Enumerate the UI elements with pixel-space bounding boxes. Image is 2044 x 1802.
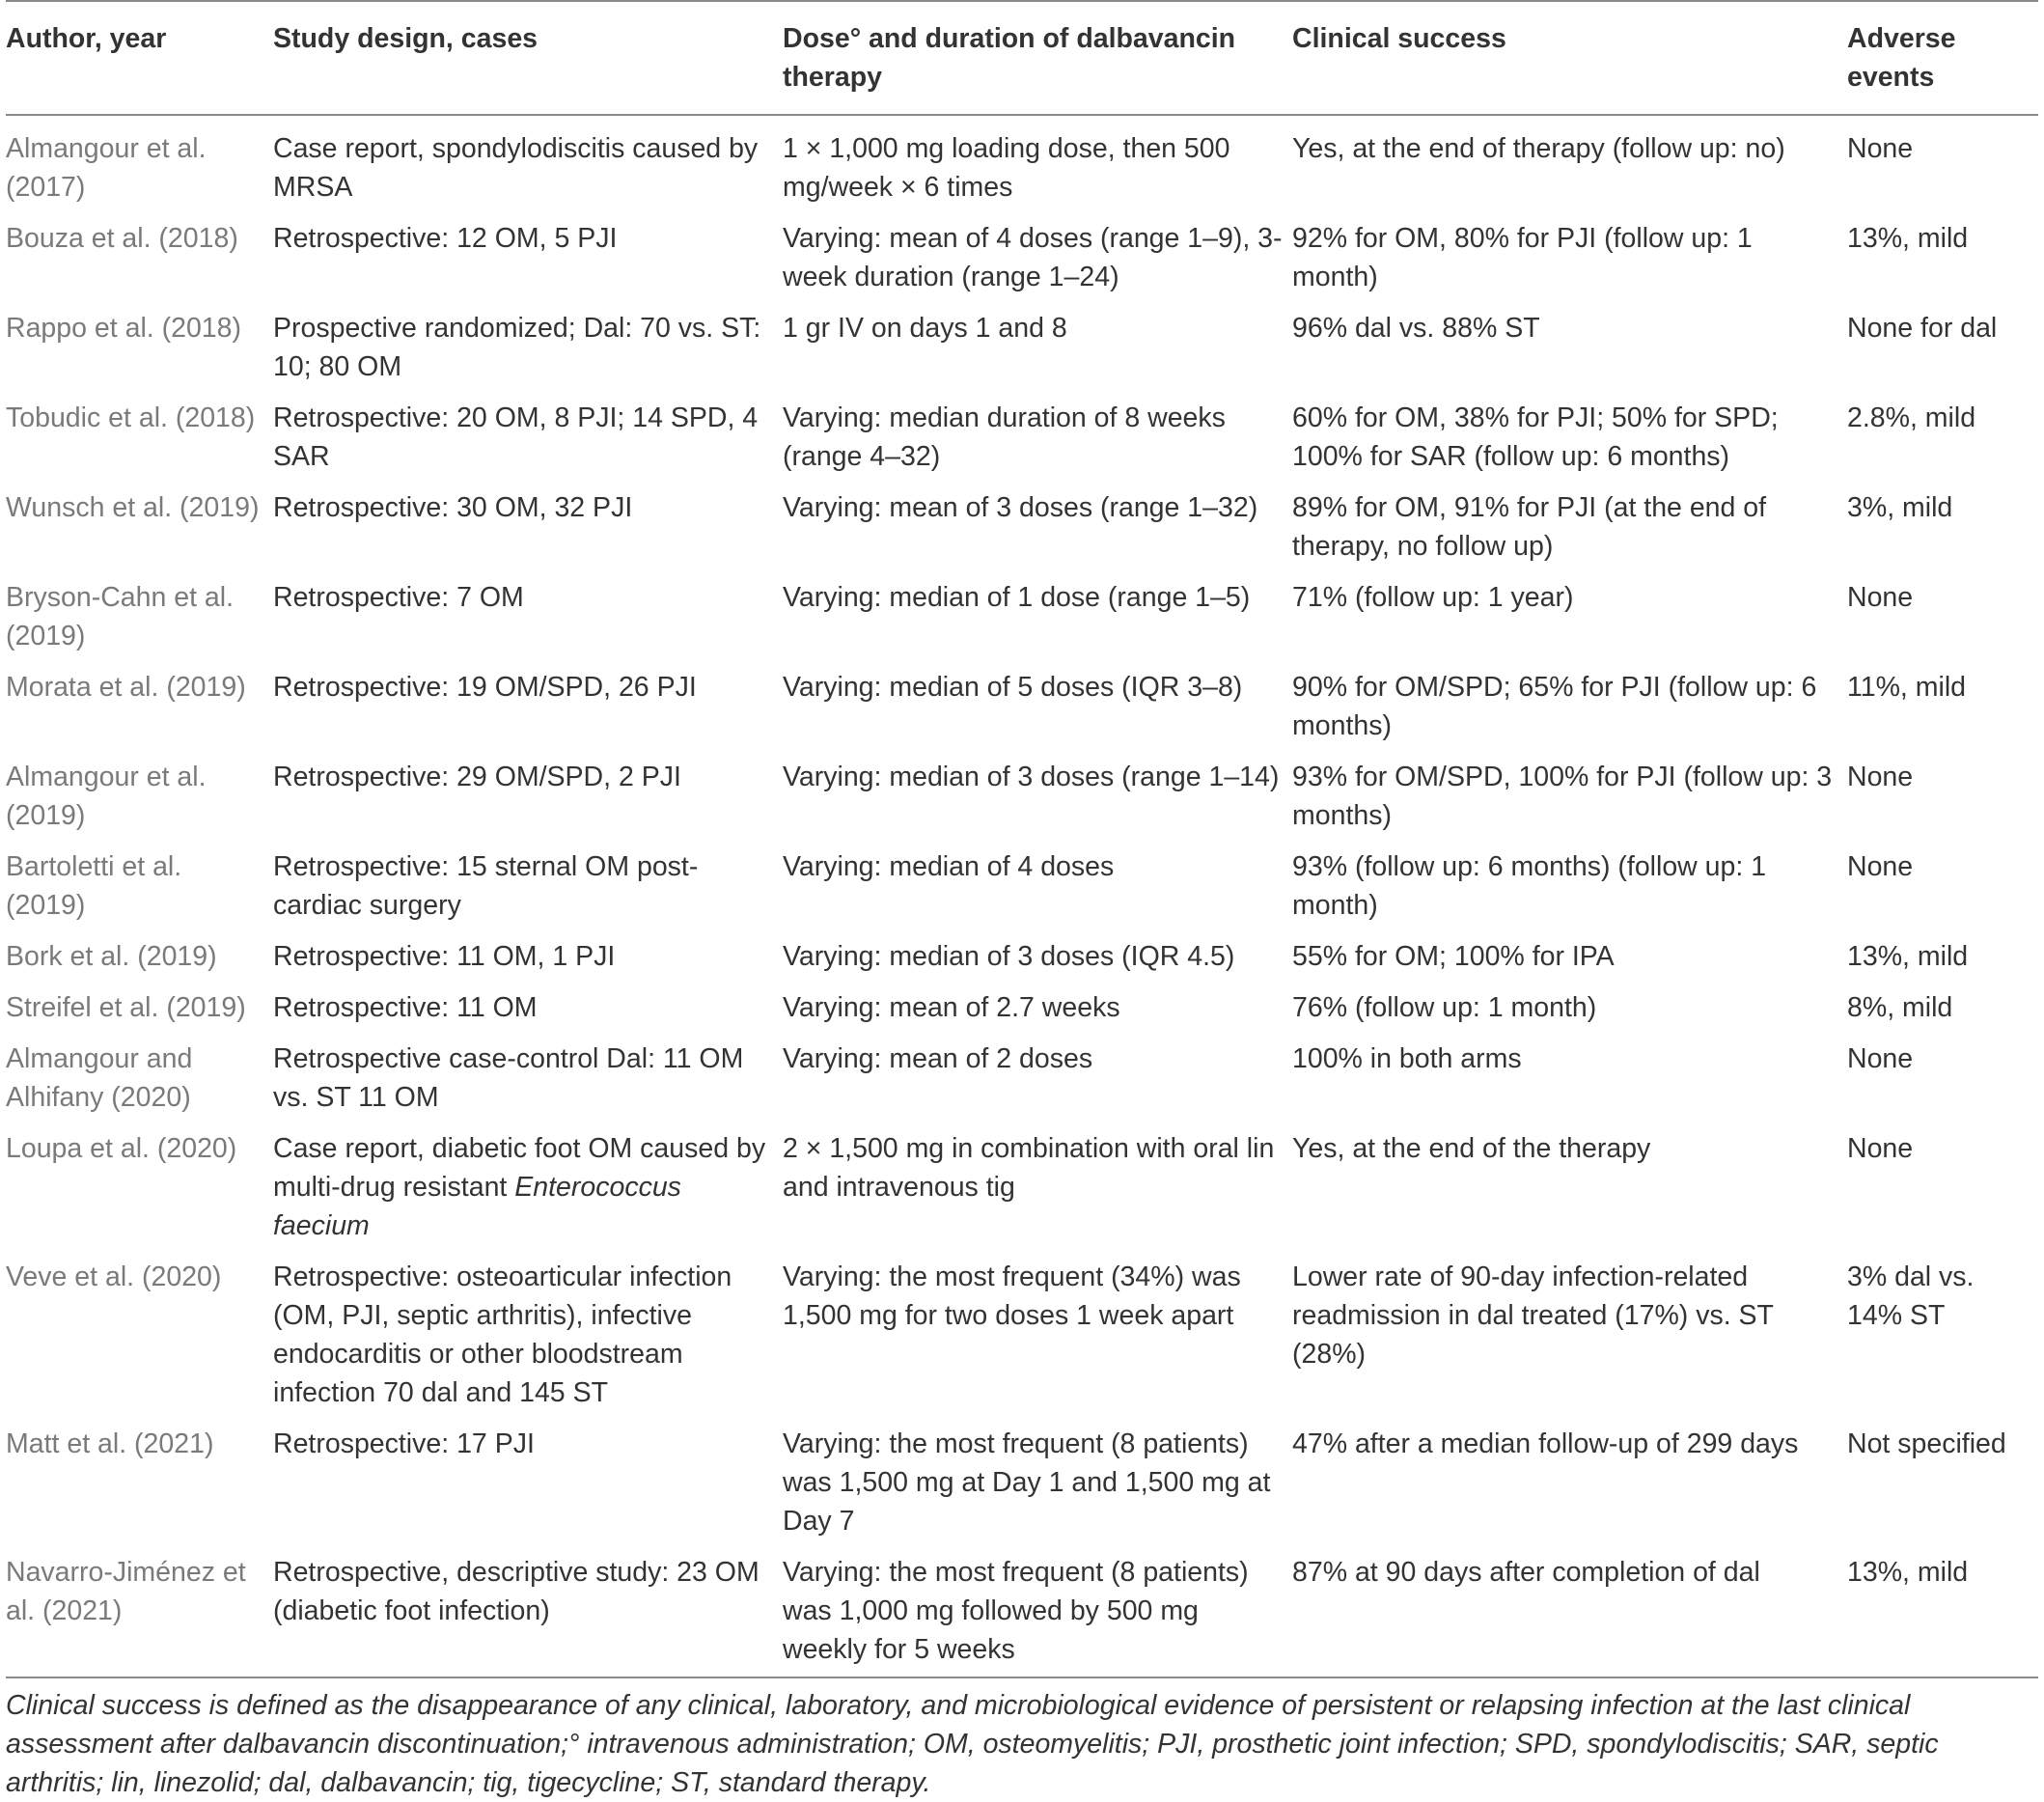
cell-clinical-success: 93% (follow up: 6 months) (follow up: 1 month) (1292, 851, 1767, 921)
cell-author: Bork et al. (2019) (6, 941, 217, 972)
cell-dose: Varying: mean of 4 doses (range 1–9), 3-week duration (range 1–24) (783, 223, 1283, 292)
cell-dose: Varying: median of 3 doses (range 1–14) (783, 762, 1280, 792)
cell-study-design: Retrospective: 11 OM, 1 PJI (273, 941, 616, 972)
cell-adverse-events: 13%, mild (1847, 223, 1969, 254)
header-clinical-success: Clinical success (1292, 23, 1506, 54)
table-row (6, 1419, 2038, 1547)
table-row (6, 1252, 2038, 1419)
cell-clinical-success: 93% for OM/SPD, 100% for PJI (follow up: 3 months) (1292, 762, 1833, 831)
table-row (6, 931, 2038, 983)
table-row (6, 752, 2038, 842)
cell-study-design: Retrospective: 30 OM, 32 PJI (273, 492, 633, 523)
cell-author: Bartoletti et al. (2019) (6, 851, 182, 921)
cell-study-design: Retrospective: 19 OM/SPD, 26 PJI (273, 672, 697, 703)
cell-clinical-success: 71% (follow up: 1 year) (1292, 582, 1574, 613)
cell-clinical-success: 96% dal vs. 88% ST (1292, 313, 1540, 344)
cell-study-design-text: Case report, diabetic foot OM caused by multi-drug resistant (273, 1133, 766, 1203)
cell-study-design: Retrospective case-control Dal: 11 OM vs. ST 11 OM (273, 1043, 744, 1113)
cell-clinical-success: 60% for OM, 38% for PJI; 50% for SPD; 100% for SAR (follow up: 6 months) (1292, 402, 1779, 472)
cell-clinical-success: 55% for OM; 100% for IPA (1292, 941, 1615, 972)
header-row (6, 1, 2038, 115)
cell-study-design: Retrospective: 7 OM (273, 582, 524, 613)
table-row (6, 483, 2038, 572)
cell-adverse-events: 2.8%, mild (1847, 402, 1976, 433)
cell-clinical-success: Yes, at the end of therapy (follow up: no) (1292, 133, 1785, 164)
cell-clinical-success: 100% in both arms (1292, 1043, 1522, 1074)
cell-study-design (273, 1123, 783, 1252)
cell-author: Tobudic et al. (2018) (6, 402, 256, 433)
cell-study-design: Prospective randomized; Dal: 70 vs. ST: 10; 80 OM (273, 313, 761, 382)
cell-dose: Varying: mean of 2 doses (783, 1043, 1093, 1074)
cell-clinical-success: 76% (follow up: 1 month) (1292, 992, 1597, 1023)
header-dose-duration: Dose° and duration of dalbavancin therapy (783, 23, 1236, 93)
table-row (6, 393, 2038, 483)
cell-adverse-events: None for dal (1847, 313, 1998, 344)
table-row (6, 213, 2038, 303)
table-header (6, 1, 2038, 115)
cell-author: Bouza et al. (2018) (6, 223, 238, 254)
organism-name-italic: Enterococcus faecium (273, 1172, 681, 1241)
cell-author: Bryson-Cahn et al. (2019) (6, 582, 235, 651)
cell-study-design: Retrospective: 11 OM (273, 992, 538, 1023)
table-row (6, 1547, 2038, 1677)
cell-dose: Varying: median duration of 8 weeks (range 4–32) (783, 402, 1226, 472)
cell-author: Wunsch et al. (2019) (6, 492, 260, 523)
cell-dose: Varying: mean of 2.7 weeks (783, 992, 1120, 1023)
cell-author: Streifel et al. (2019) (6, 992, 246, 1023)
table-row (6, 115, 2038, 213)
cell-adverse-events: 3% dal vs. 14% ST (1847, 1261, 1975, 1331)
table-row (6, 303, 2038, 393)
cell-study-design: Retrospective: 20 OM, 8 PJI; 14 SPD, 4 SAR (273, 402, 759, 472)
cell-author: Rappo et al. (2018) (6, 313, 241, 344)
cell-adverse-events: None (1847, 762, 1914, 792)
dalbavancin-studies-table (6, 0, 2038, 1678)
cell-dose: 1 gr IV on days 1 and 8 (783, 313, 1067, 344)
cell-clinical-success: 87% at 90 days after completion of dal (1292, 1557, 1760, 1588)
cell-adverse-events: 11%, mild (1847, 672, 1967, 703)
cell-dose: Varying: median of 5 doses (IQR 3–8) (783, 672, 1243, 703)
cell-adverse-events: None (1847, 1043, 1914, 1074)
cell-adverse-events: None (1847, 133, 1914, 164)
table-row (6, 983, 2038, 1034)
cell-adverse-events: None (1847, 1133, 1914, 1164)
cell-clinical-success: 89% for OM, 91% for PJI (at the end of therapy, no follow up) (1292, 492, 1767, 562)
cell-dose: 1 × 1,000 mg loading dose, then 500 mg/week × 6 times (783, 133, 1230, 203)
table-body (6, 115, 2038, 1677)
table-row (6, 1123, 2038, 1252)
header-adverse-events: Adverse events (1847, 23, 1956, 93)
cell-adverse-events: 3%, mild (1847, 492, 1953, 523)
cell-clinical-success: 47% after a median follow-up of 299 days (1292, 1428, 1799, 1459)
header-study-design: Study design, cases (273, 23, 539, 54)
cell-adverse-events: 13%, mild (1847, 1557, 1969, 1588)
table-row (6, 842, 2038, 931)
cell-author: Almangour and Alhifany (2020) (6, 1043, 193, 1113)
cell-adverse-events: 13%, mild (1847, 941, 1969, 972)
cell-dose: Varying: mean of 3 doses (range 1–32) (783, 492, 1258, 523)
cell-study-design: Retrospective, descriptive study: 23 OM (diabetic foot infection) (273, 1557, 760, 1626)
table-row (6, 662, 2038, 752)
cell-author: Navarro-Jiménez et al. (2021) (6, 1557, 246, 1626)
cell-dose: Varying: median of 1 dose (range 1–5) (783, 582, 1251, 613)
cell-author: Morata et al. (2019) (6, 672, 246, 703)
cell-clinical-success: 92% for OM, 80% for PJI (follow up: 1 month) (1292, 223, 1753, 292)
cell-adverse-events: None (1847, 582, 1914, 613)
cell-dose: Varying: median of 3 doses (IQR 4.5) (783, 941, 1235, 972)
cell-study-design: Retrospective: 29 OM/SPD, 2 PJI (273, 762, 681, 792)
table-row (6, 572, 2038, 662)
cell-author: Almangour et al. (2019) (6, 762, 207, 831)
cell-dose: Varying: the most frequent (34%) was 1,500 mg for two doses 1 week apart (783, 1261, 1241, 1331)
cell-clinical-success: 90% for OM/SPD; 65% for PJI (follow up: 6 months) (1292, 672, 1817, 741)
cell-author: Loupa et al. (2020) (6, 1133, 237, 1164)
cell-study-design: Retrospective: 15 sternal OM post-cardiac surgery (273, 851, 699, 921)
cell-clinical-success: Lower rate of 90-day infection-related readmission in dal treated (17%) vs. ST (28%) (1292, 1261, 1774, 1370)
cell-dose: 2 × 1,500 mg in combination with oral lin and intravenous tig (783, 1133, 1275, 1203)
cell-adverse-events: Not specified (1847, 1428, 2006, 1459)
cell-author: Matt et al. (2021) (6, 1428, 214, 1459)
cell-adverse-events: None (1847, 851, 1914, 882)
cell-study-design: Retrospective: osteoarticular infection (OM, PJI, septic arthritis), infective endocarditis or other bloodstream infection 70 dal and 145 ST (273, 1261, 732, 1408)
table-row (6, 1034, 2038, 1123)
cell-author: Almangour et al. (2017) (6, 133, 207, 203)
cell-dose: Varying: the most frequent (8 patients) was 1,500 mg at Day 1 and 1,500 mg at Day 7 (783, 1428, 1271, 1537)
header-author-year: Author, year (6, 23, 167, 54)
cell-dose: Varying: the most frequent (8 patients) was 1,000 mg followed by 500 mg weekly for 5 weeks (783, 1557, 1249, 1665)
cell-dose: Varying: median of 4 doses (783, 851, 1115, 882)
cell-study-design: Retrospective: 17 PJI (273, 1428, 535, 1459)
table-footnote: Clinical success is defined as the disappearance of any clinical, laboratory, and microbiological evidence of persistent or relapsing infection at the last clinical assessment after dalbavancin discontinuation;° intravenous administration; OM, osteomyelitis; PJI, prosthetic joint infection; SPD, spondylodiscitis; SAR, septic arthritis; lin, linezolid; dal, dalbavancin; tig, tigecycline; ST, standard therapy. (6, 1690, 1939, 1798)
cell-clinical-success: Yes, at the end of the therapy (1292, 1133, 1651, 1164)
cell-study-design: Retrospective: 12 OM, 5 PJI (273, 223, 618, 254)
cell-study-design: Case report, spondylodiscitis caused by MRSA (273, 133, 759, 203)
cell-author: Veve et al. (2020) (6, 1261, 222, 1292)
cell-adverse-events: 8%, mild (1847, 992, 1953, 1023)
